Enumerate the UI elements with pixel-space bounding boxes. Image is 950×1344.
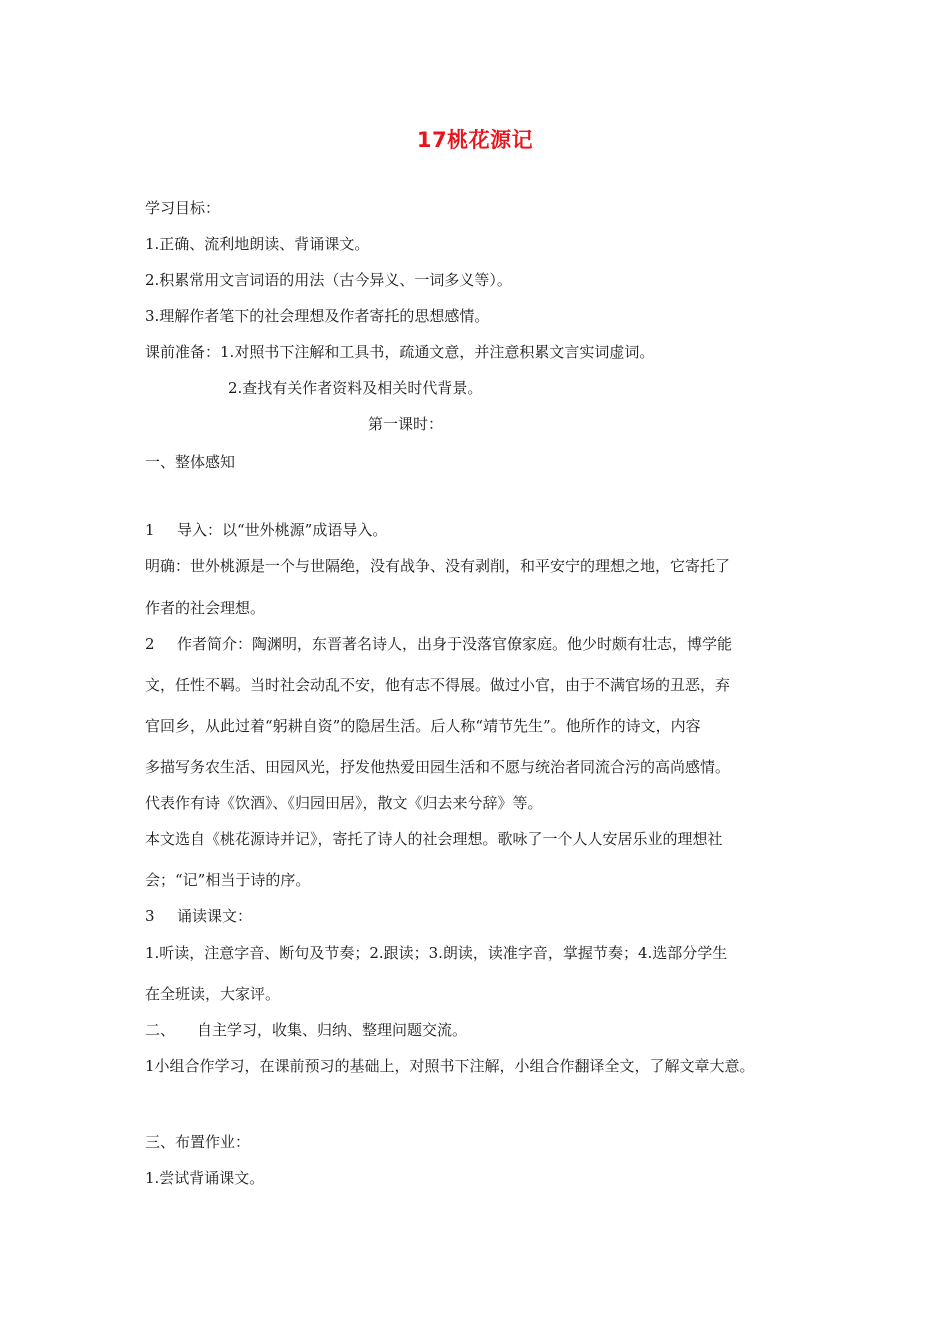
paragraph-line: 作者的社会理想。 [145,599,266,617]
step-item [145,634,732,654]
step-text: 诵读课文： [177,907,253,925]
prep-line-1 [145,342,654,362]
step-number: 2 [145,635,155,653]
prep-label: 课前准备： [145,343,221,361]
paragraph-line: 在全班读，大家评。 [145,985,281,1003]
step-text: 作者简介：陶渊明，东晋著名诗人，出身于没落官僚家庭。他少时颇有壮志，博学能 [177,635,733,653]
paragraph-line: 明确：世外桃源是一个与世隔绝，没有战争、没有剥削，和平安宁的理想之地，它寄托了 [145,557,731,575]
paragraph-line: 会；“记”相当于诗的序。 [145,871,311,889]
paragraph-line: 文，任性不羁。当时社会动乱不安，他有志不得展。做过小官，由于不满官场的丑恶，弃 [145,676,731,694]
objectives-heading: 学习目标： [145,199,221,217]
paragraph-line: 本文选自《桃花源诗并记》，寄托了诗人的社会理想。歌咏了一个人人安居乐业的理想社 [145,830,723,848]
step-number: 3 [145,907,155,925]
paragraph-line: 1.听读，注意字音、断句及节奏；2.跟读；3.朗读，读准字音，掌握节奏；4.选部分学生 [145,944,728,962]
objective-item: 2.积累常用文言词语的用法（古今异义、一词多义等）。 [145,271,512,289]
objective-item: 1.正确、流利地朗读、背诵课文。 [145,235,370,253]
document-title: 17桃花源记 [416,128,534,152]
prep-item: 1.对照书下注解和工具书，疏通文意，并注意积累文言实词虚词。 [220,343,655,361]
step-number: 1 [145,521,155,539]
section-title: 自主学习，收集、归纳、整理问题交流。 [197,1021,468,1039]
paragraph-line: 官回乡，从此过着“躬耕自资”的隐居生活。后人称“靖节先生”。他所作的诗文，内容 [145,717,701,735]
paragraph-line: 多描写务农生活、田园风光，抒发他热爱田园生活和不愿与统治者同流合污的高尚感情。 [145,758,731,776]
section-number: 二、 [145,1021,176,1039]
objective-item: 3.理解作者笔下的社会理想及作者寄托的思想感情。 [145,307,490,325]
step-item [145,520,387,540]
paragraph-line: 代表作有诗《饮酒》、《归园田居》，散文《归去来兮辞》等。 [145,794,543,812]
section-heading: 三、布置作业： [145,1133,251,1151]
paragraph-line: 1小组合作学习，在课前预习的基础上，对照书下注解，小组合作翻译全文，了解文章大意。 [145,1057,755,1075]
prep-item: 2.查找有关作者资料及相关时代背景。 [228,379,483,397]
step-text: 导入：以“世外桃源”成语导入。 [177,521,388,539]
lesson-heading: 第一课时： [368,415,444,433]
step-item [145,906,252,926]
section-heading [145,1020,467,1040]
section-heading: 一、整体感知 [145,453,236,471]
homework-item: 1.尝试背诵课文。 [145,1169,265,1187]
